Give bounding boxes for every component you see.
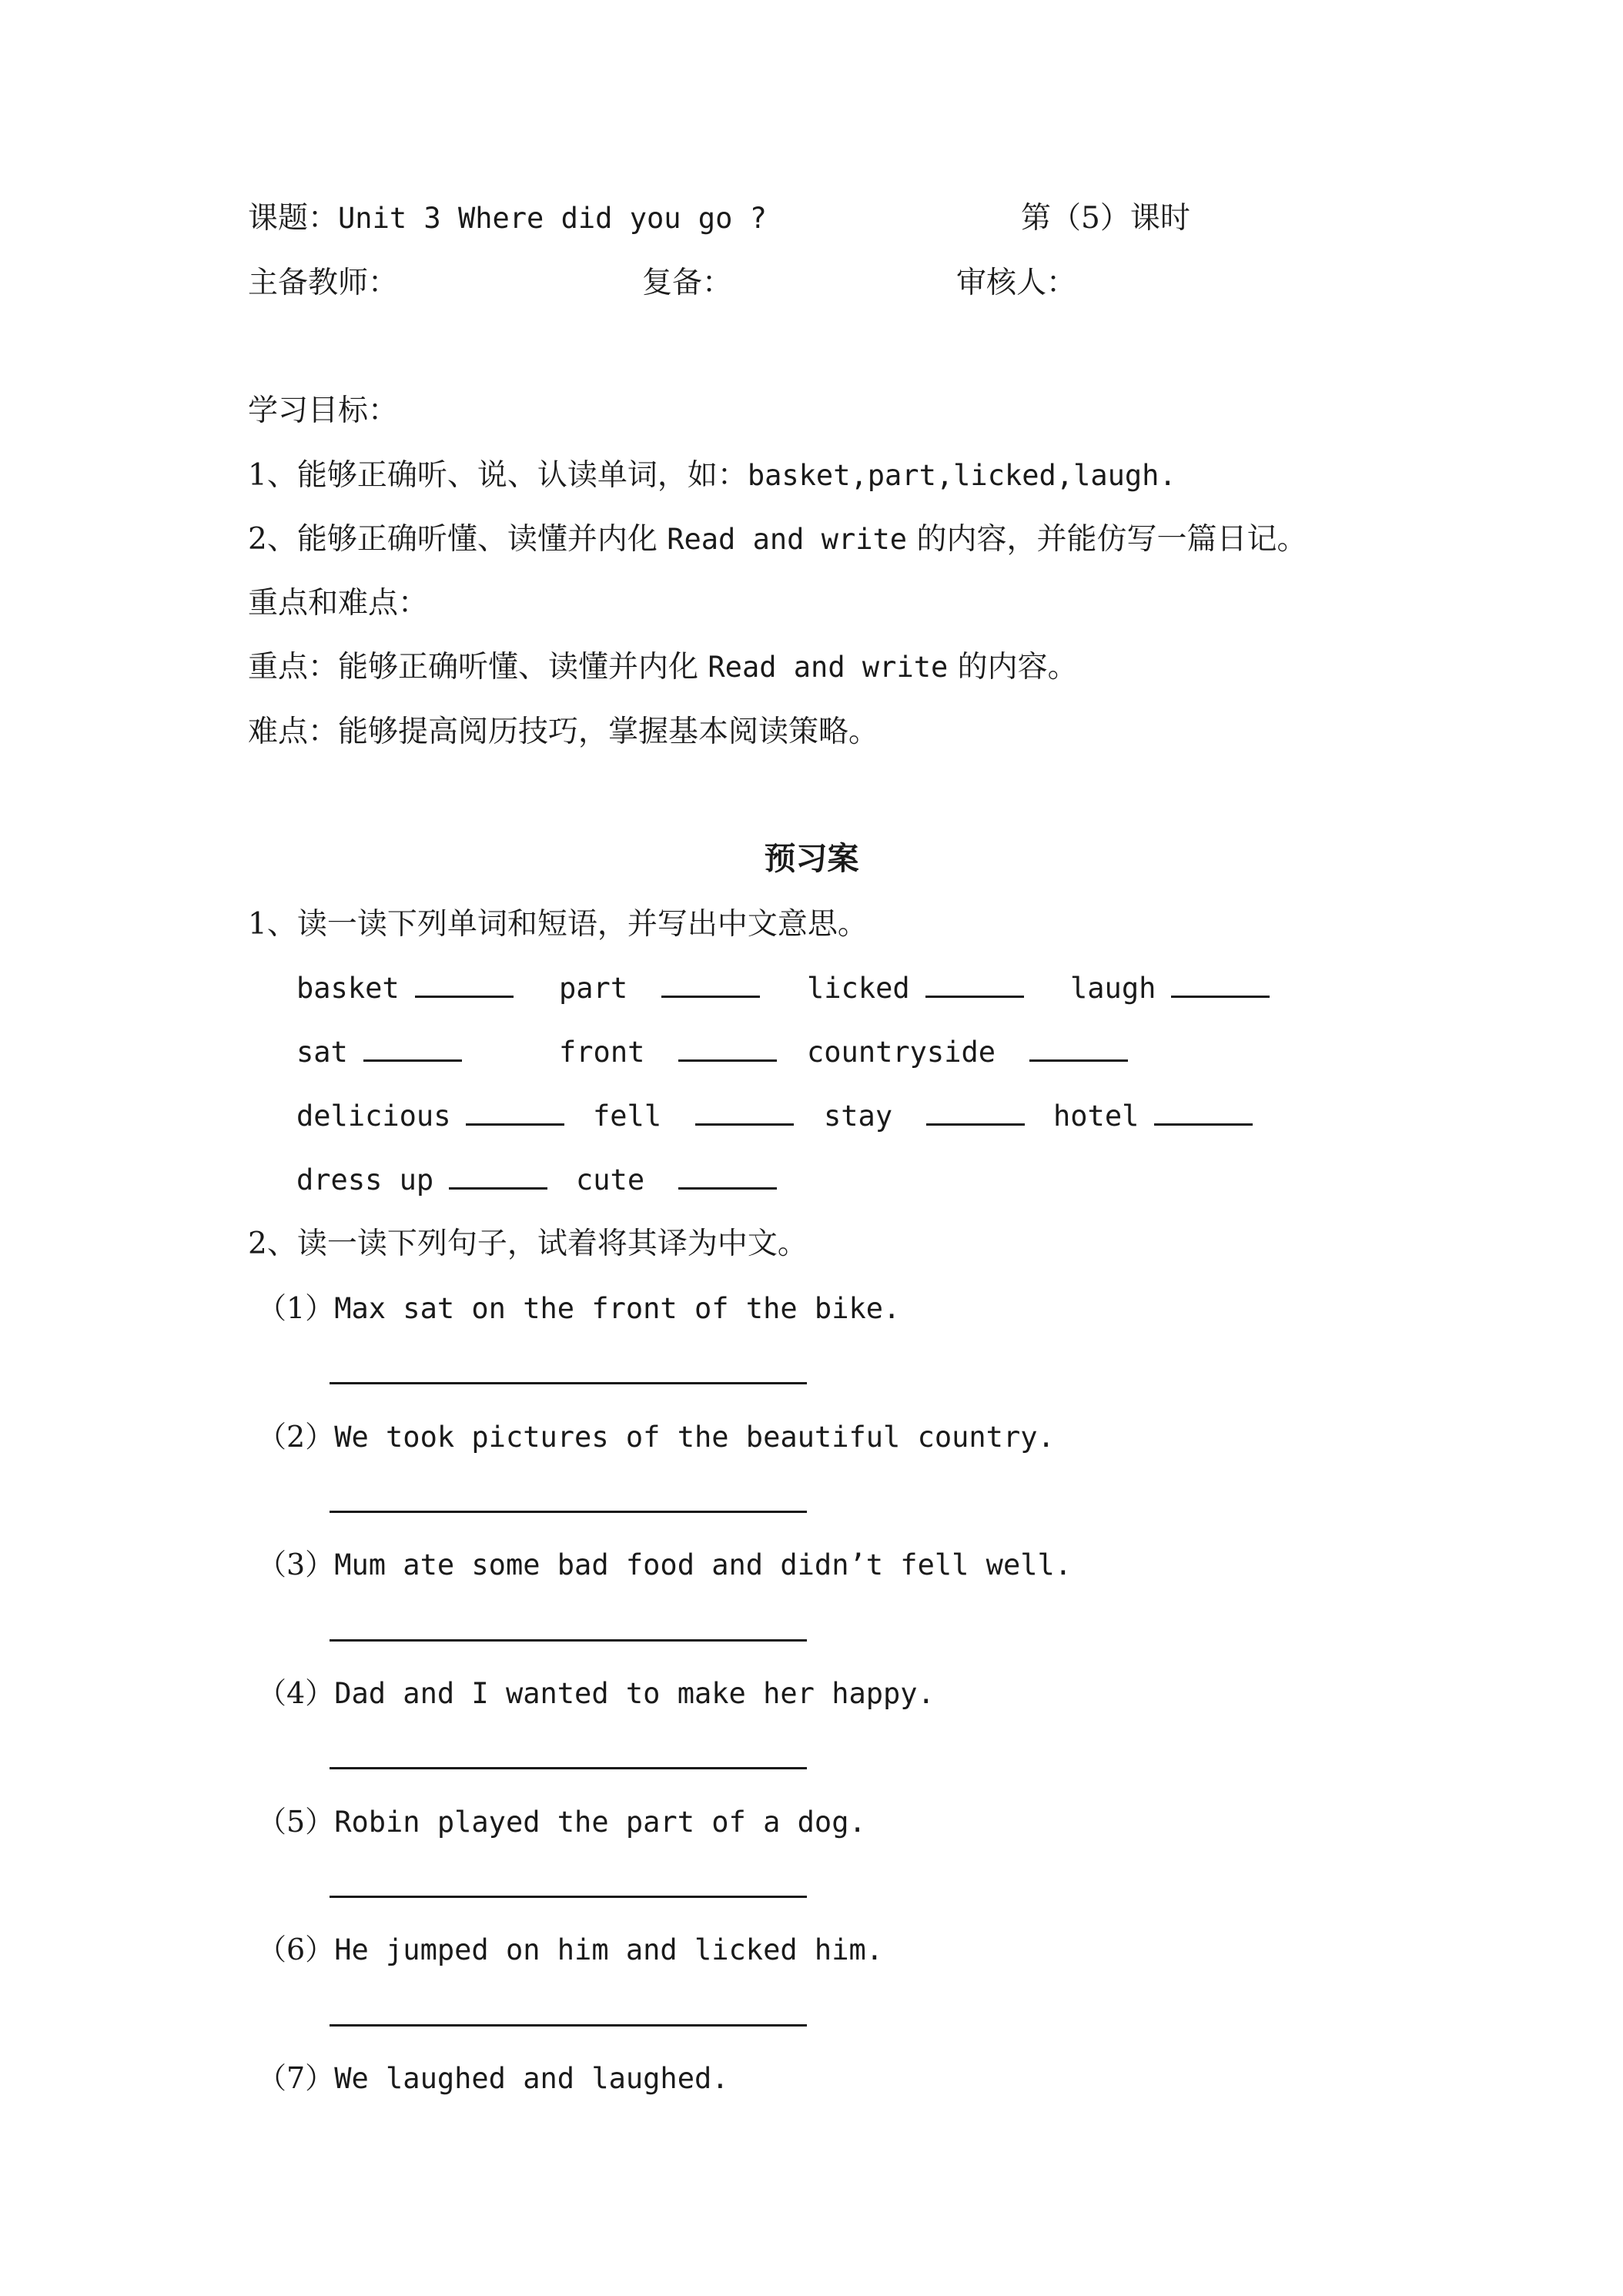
sentence-item bbox=[257, 1417, 1055, 1458]
sentence-item bbox=[257, 1288, 900, 1329]
vocab-word: stay bbox=[824, 1099, 893, 1133]
sentence-text: Mum ate some bad food and didn’t fell well. bbox=[334, 1548, 1073, 1581]
sentence-number: （7） bbox=[257, 2061, 335, 2095]
vocab-blank[interactable] bbox=[1154, 1096, 1253, 1126]
objective-item-1 bbox=[248, 456, 1176, 496]
vocab-blank[interactable] bbox=[925, 968, 1024, 998]
sentence-text: Dad and I wanted to make her happy. bbox=[334, 1677, 935, 1710]
answer-line[interactable] bbox=[330, 1382, 807, 1384]
key-point-en: Read and write bbox=[708, 651, 949, 684]
task-2-instruction: 2、读一读下列句子，试着将其译为中文。 bbox=[248, 1227, 808, 1261]
vocab-blank[interactable] bbox=[678, 1032, 777, 1062]
vocab-word: sat bbox=[296, 1036, 348, 1069]
sentence-text: He jumped on him and licked him. bbox=[334, 1933, 884, 1966]
vocab-item bbox=[1070, 968, 1270, 1009]
vocab-word: countryside bbox=[807, 1036, 996, 1069]
objective-1-zh: 1、能够正确听、说、认读单词，如： bbox=[248, 458, 748, 493]
sentence-item bbox=[257, 1930, 883, 1970]
answer-line[interactable] bbox=[330, 1767, 807, 1769]
preview-title: 预习案 bbox=[764, 840, 859, 877]
vocab-blank[interactable] bbox=[1171, 968, 1270, 998]
answer-line[interactable] bbox=[330, 1511, 807, 1513]
vocab-blank[interactable] bbox=[661, 968, 760, 998]
vocab-word: front bbox=[559, 1036, 645, 1069]
co-prep-label: 复备： bbox=[642, 266, 733, 300]
vocab-blank[interactable] bbox=[926, 1096, 1025, 1126]
vocab-word: delicious bbox=[296, 1099, 451, 1133]
sentence-number: （6） bbox=[257, 1933, 335, 1966]
objective-item-2 bbox=[248, 520, 1307, 560]
sentence-item bbox=[257, 1545, 1072, 1585]
vocab-word: fell bbox=[593, 1099, 662, 1133]
sentence-item bbox=[257, 1802, 866, 1842]
topic-line bbox=[248, 199, 767, 239]
objective-2-a: 2、能够正确听懂、读懂并内化 bbox=[248, 522, 668, 557]
vocab-word: basket bbox=[296, 972, 400, 1005]
vocab-item bbox=[807, 1032, 1128, 1073]
objectives-heading: 学习目标： bbox=[248, 393, 399, 428]
sentence-text: We laughed and laughed. bbox=[334, 2062, 729, 2095]
objective-1-en: basket,part,licked,laugh. bbox=[747, 459, 1176, 492]
reviewer-label: 审核人： bbox=[956, 266, 1077, 300]
sentence-number: （5） bbox=[257, 1805, 335, 1839]
vocab-blank[interactable] bbox=[415, 968, 514, 998]
sentence-text: Robin played the part of a dog. bbox=[334, 1806, 866, 1839]
vocab-item bbox=[807, 968, 1024, 1009]
vocab-word: dress up bbox=[296, 1163, 434, 1197]
vocab-word: cute bbox=[576, 1163, 645, 1197]
topic-text: Unit 3 Where did you go ? bbox=[338, 202, 767, 235]
vocab-blank[interactable] bbox=[449, 1160, 547, 1190]
vocab-word: licked bbox=[807, 972, 910, 1005]
vocab-item bbox=[576, 1160, 777, 1200]
vocab-word: part bbox=[559, 972, 628, 1005]
vocab-item bbox=[824, 1096, 1025, 1136]
vocab-item bbox=[296, 968, 514, 1009]
vocab-item bbox=[559, 968, 760, 1009]
key-point-b: 的内容。 bbox=[948, 650, 1078, 684]
topic-label: 课题： bbox=[248, 201, 339, 236]
sentence-item bbox=[257, 2058, 729, 2099]
vocab-word: laugh bbox=[1070, 972, 1156, 1005]
vocab-word: hotel bbox=[1053, 1099, 1139, 1133]
vocab-blank[interactable] bbox=[1029, 1032, 1128, 1062]
vocab-blank[interactable] bbox=[363, 1032, 462, 1062]
vocab-item bbox=[1053, 1096, 1253, 1136]
sentence-text: Max sat on the front of the bike. bbox=[334, 1292, 901, 1325]
answer-line[interactable] bbox=[330, 1639, 807, 1642]
vocab-item bbox=[296, 1160, 547, 1200]
vocab-item bbox=[559, 1032, 777, 1073]
vocab-blank[interactable] bbox=[695, 1096, 794, 1126]
objective-2-b: 的内容，并能仿写一篇日记。 bbox=[907, 522, 1307, 557]
vocab-blank[interactable] bbox=[466, 1096, 564, 1126]
key-point bbox=[248, 648, 1078, 688]
sentence-number: （3） bbox=[257, 1548, 335, 1581]
vocab-item bbox=[296, 1096, 564, 1136]
answer-line[interactable] bbox=[330, 1896, 807, 1898]
vocab-item bbox=[593, 1096, 794, 1136]
period-label: 第（5）课时 bbox=[1021, 201, 1190, 236]
answer-line[interactable] bbox=[330, 2024, 807, 2027]
difficult-point: 难点：能够提高阅历技巧，掌握基本阅读策略。 bbox=[248, 715, 879, 749]
objective-2-en: Read and write bbox=[667, 523, 908, 556]
sentence-item bbox=[257, 1673, 935, 1714]
sentence-number: （1） bbox=[257, 1291, 335, 1325]
lead-teacher-label: 主备教师： bbox=[248, 266, 399, 300]
sentence-text: We took pictures of the beautiful country. bbox=[334, 1421, 1055, 1454]
key-points-heading: 重点和难点： bbox=[248, 586, 429, 621]
task-1-instruction: 1、读一读下列单词和短语，并写出中文意思。 bbox=[248, 907, 868, 942]
sentence-number: （2） bbox=[257, 1420, 335, 1454]
sentence-number: （4） bbox=[257, 1676, 335, 1710]
key-point-a: 重点：能够正确听懂、读懂并内化 bbox=[248, 650, 708, 684]
vocab-blank[interactable] bbox=[678, 1160, 777, 1190]
vocab-item bbox=[296, 1032, 462, 1073]
